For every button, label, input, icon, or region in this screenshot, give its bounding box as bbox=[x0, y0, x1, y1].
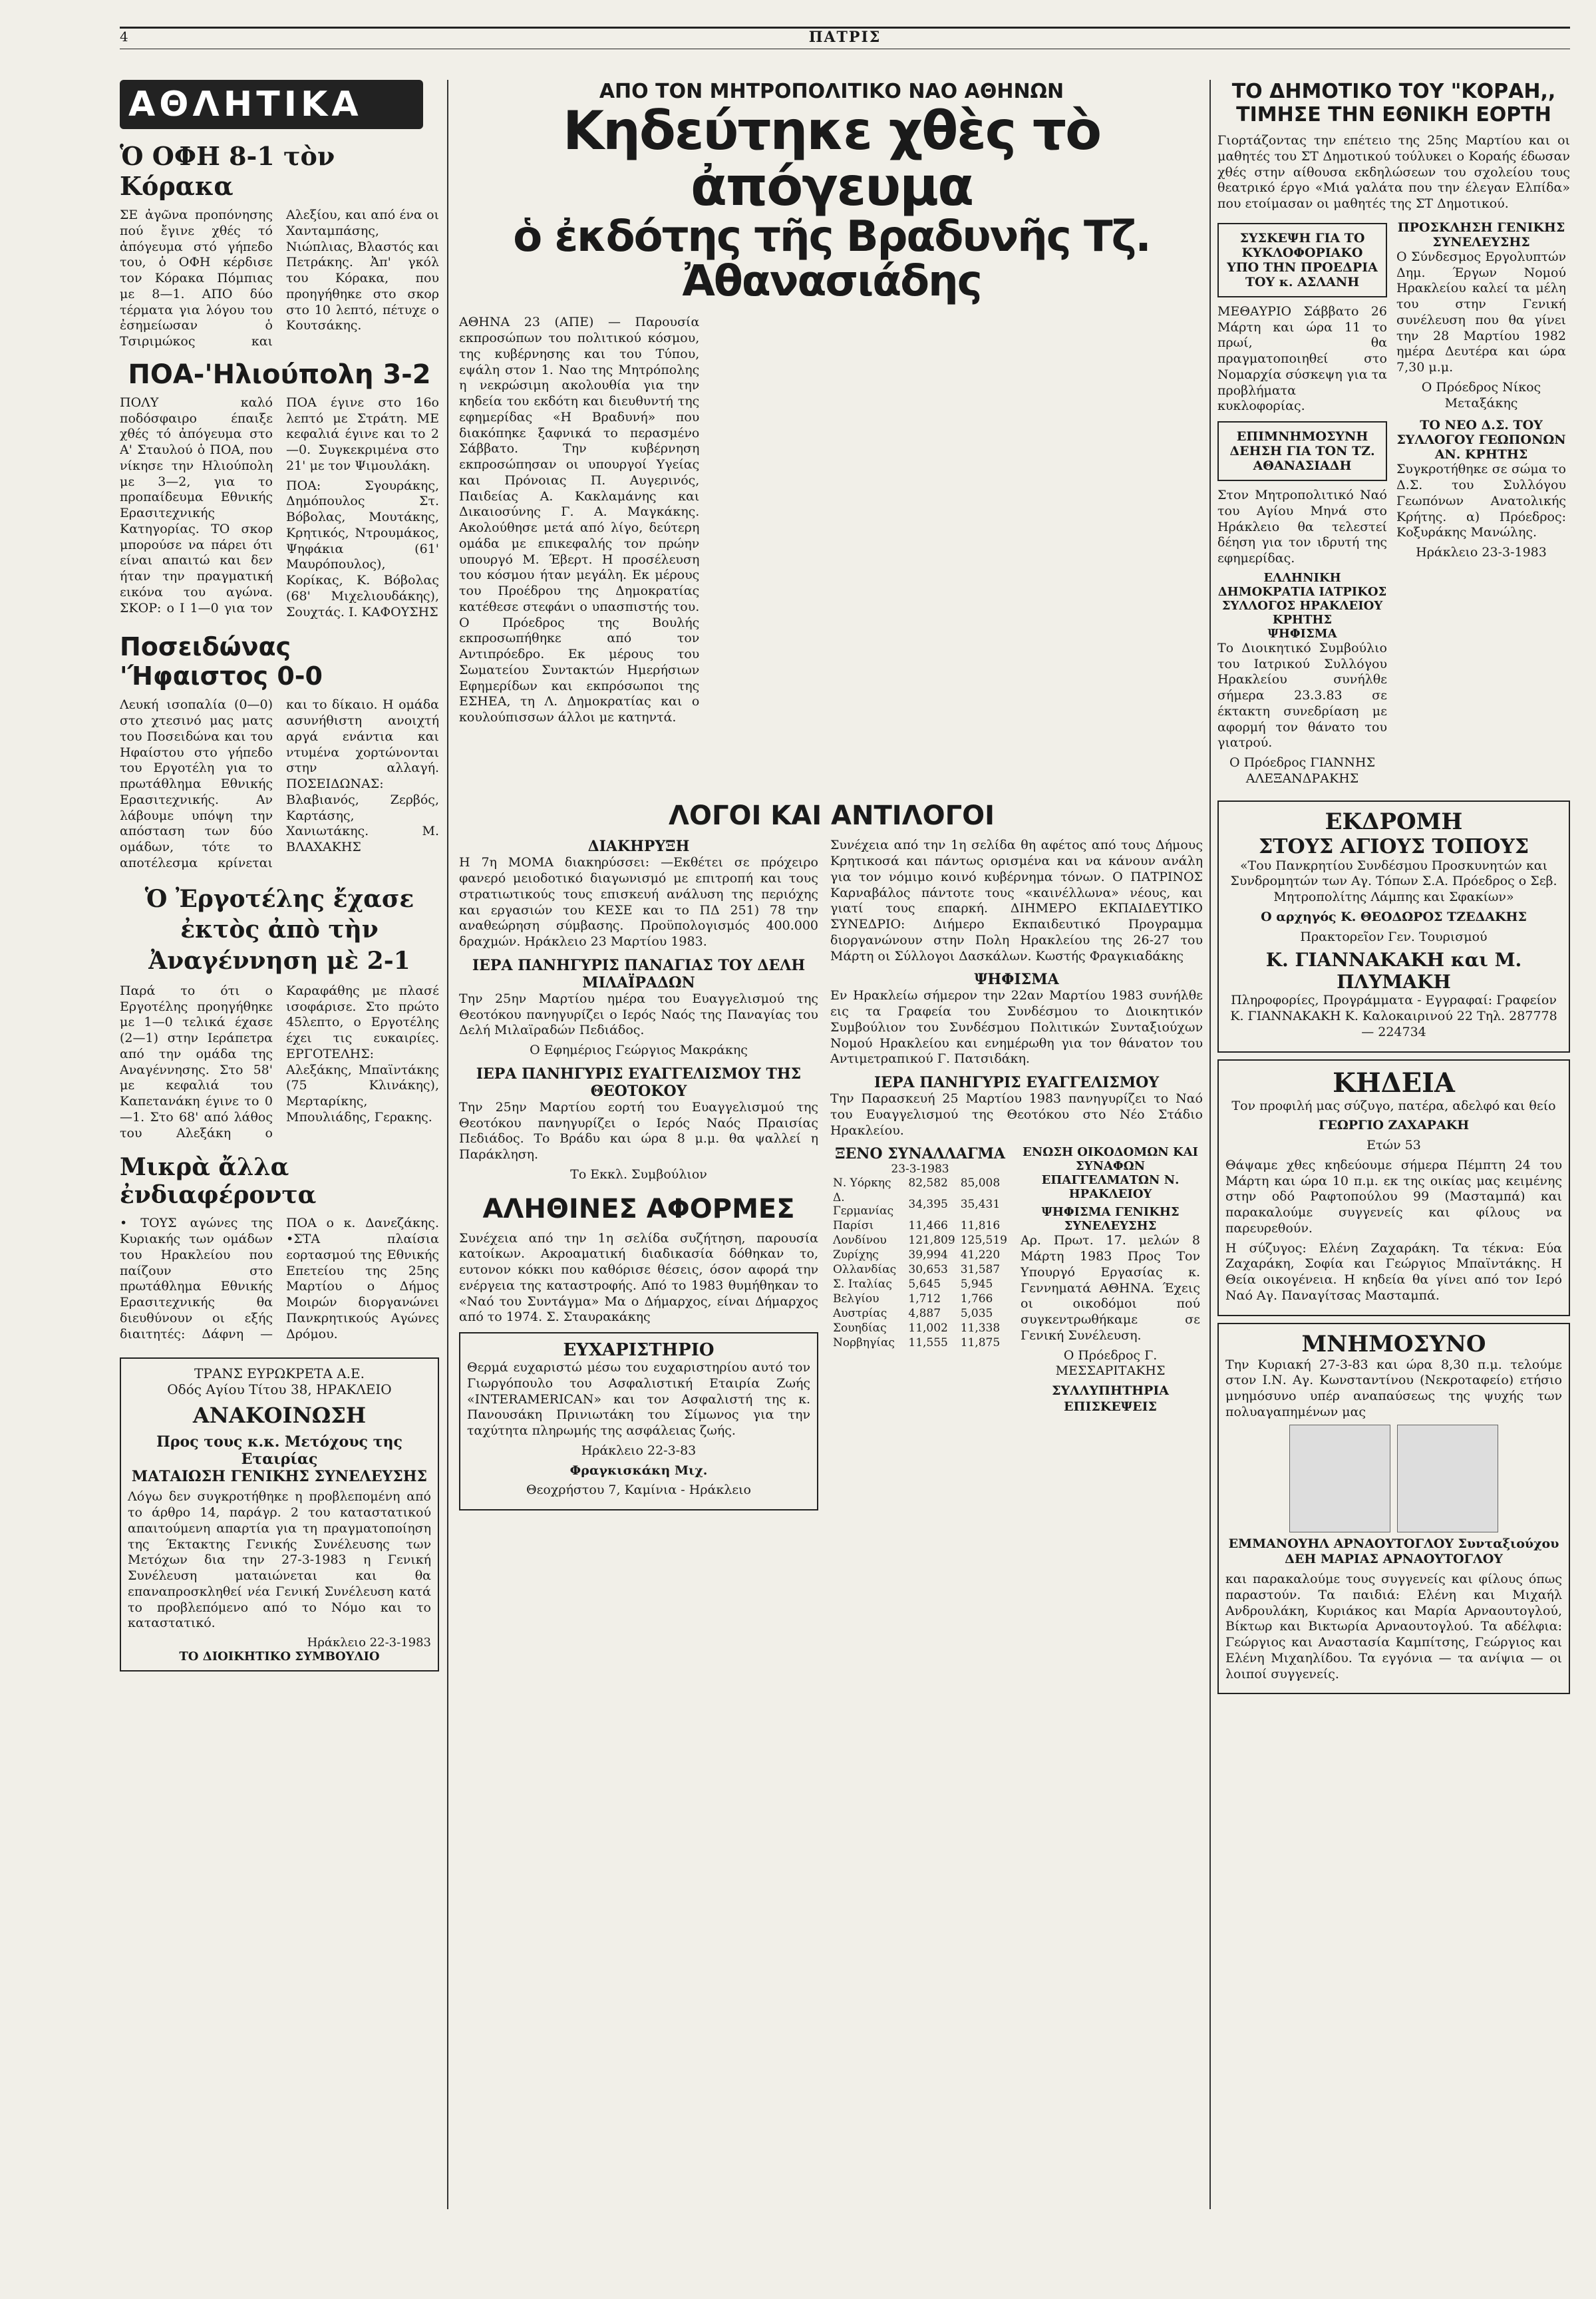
fx-sell: 1,766 bbox=[960, 1292, 993, 1306]
article-lineup: ΠΟΑ: Σγουράκης, Δημόπουλος Στ. Βόβολας, Μουτάκης, Κρητικός, Ντρουμάκος, Ψηφάκια (61' Μαυρόπουλος), Κορίκας, Κ. Βόβολας (68' Μιχελιουδάκης), Σουχτάς. Ι. ΚΑΦΟΥΣΗΣ bbox=[286, 478, 439, 619]
fx-title: ΞΕΝΟ ΣΥΝΑΛΛΑΓΜΑ bbox=[835, 1145, 1005, 1163]
fx-buy: 82,582 bbox=[908, 1176, 948, 1190]
article-headline: ΠΟΑ-'Ηλιούπολη 3-2 bbox=[128, 359, 431, 390]
funeral-lead: Τον προφιλή μας σύζυγο, πατέρα, αδελφό και θείο bbox=[1231, 1098, 1556, 1113]
page-number: 4 bbox=[120, 29, 128, 45]
fx-row bbox=[830, 1321, 1010, 1335]
psifisma-body: Εν Ηρακλείω σήμερον την 22αν Μαρτίου 1983 συνήλθε εις τα Γραφεία του Συνδέσμου το Διοικητικόν Συμβούλιον του Συνδέσμου Πολιτικών Συνταξιούχων Νομού Ηρακλείου και ενημέρωθη για τον θάνατον του Αντιμετραπικού Γ. Πατσιδάκη. bbox=[830, 988, 1203, 1067]
paper-name: ΠΑΤΡΙΣ bbox=[808, 29, 881, 46]
fx-sell: 5,035 bbox=[960, 1307, 993, 1321]
ieres-sign: Το Εκκλ. Συμβούλιον bbox=[570, 1166, 707, 1182]
fx-sell: 11,875 bbox=[960, 1336, 1001, 1350]
fx-sell: 11,816 bbox=[960, 1219, 1001, 1233]
fx-row bbox=[830, 1306, 1010, 1321]
fx-name: Ζυρίχης bbox=[833, 1248, 879, 1262]
main-headline: Κηδεύτηκε χθὲς τὸ ἀπόγευμα bbox=[562, 100, 1101, 218]
company-notice bbox=[120, 1357, 439, 1672]
thanks-body: Θερμά ευχαριστώ μέσω του ευχαριστηρίου αυτό τον Γιωργόπουλο του Ασφαλιστική Εταιρία Ζωής «INTERAMERICAN» και τον Ασφαλιστή της κ. Πανουσάκη Πρινιωτάκη του Σίμωνος για την ταχύτητα πληρωμής της ασφάλειας ζωής. bbox=[467, 1360, 810, 1439]
thanks-date: Ηράκλειο 22-3-83 bbox=[581, 1443, 697, 1458]
fx-name: Ν. Υόρκης bbox=[833, 1176, 891, 1190]
memorial-notice-lead: Την Κυριακή 27-3-83 και ώρα 8,30 π.μ. τελούμε στον Ι.Ν. Αγ. Κωνσταντίνου (Νεκροταφείο) ετήσιο μνημόσυνο υπέρ αναπαύσεως της ψυχής των πολυαγαπημένων μας bbox=[1225, 1357, 1562, 1419]
medical-title: ΕΛΛΗΝΙΚΗ ΔΗΜΟΚΡΑΤΙΑ ΙΑΤΡΙΚΟΣ ΣΥΛΛΟΓΟΣ ΗΡΑΚΛΕΙΟΥ ΚΡΗΤΗΣ bbox=[1217, 570, 1387, 627]
fx-name: Δ. Γερμανίας bbox=[833, 1191, 894, 1218]
medical-body: Το Διοικητικό Συμβούλιο του Ιατρικού Συλλόγου Ηρακλείου συνήλθε σήμερα 23.3.83 σε έκτακτη συνεδρίαση με αφορμή τον θάνατο του γιατρού. bbox=[1217, 640, 1387, 751]
fx-buy: 4,887 bbox=[908, 1307, 941, 1321]
excursion-names: Κ. ΓΙΑΝΝΑΚΑΚΗ και Μ. ΠΛΥΜΑΚΗ bbox=[1265, 949, 1522, 993]
fx-name: Νορβηγίας bbox=[833, 1336, 895, 1350]
memorial-body: Στον Μητροπολιτικό Ναό του Αγίου Μηνά στο Ηράκλειο θα τελεστεί δέηση για τον ιδρυτή της εφημερίδας. bbox=[1217, 488, 1387, 566]
medical-sub: ΨΗΦΙΣΜΑ bbox=[1267, 626, 1337, 641]
agronomists-title: ΤΟ ΝΕΟ Δ.Σ. ΤΟΥ ΣΥΛΛΟΓΟΥ ΓΕΩΠΟΝΩΝ ΑΝ. ΚΡΗΤΗΣ bbox=[1396, 418, 1566, 462]
ieres-title: ΙΕΡΑ ΠΑΝΗΓΥΡΙΣ ΕΥΑΓΓΕΛΙΣΜΟΥ bbox=[874, 1074, 1160, 1092]
main-article bbox=[459, 315, 1204, 794]
fx-buy: 11,002 bbox=[908, 1322, 948, 1335]
fx-sell: 31,587 bbox=[960, 1263, 1001, 1277]
fx-name: Σ. Ιταλίας bbox=[833, 1278, 892, 1292]
thanks-addr: Θεοχρήστου 7, Καμίνια - Ηράκλειο bbox=[526, 1483, 751, 1498]
fx-row bbox=[830, 1233, 1010, 1248]
article-headline: Ποσειδώνας 'Ήφαιστος 0-0 bbox=[120, 632, 323, 691]
agronomists-body: Συγκροτήθηκε σε σώμα το Δ.Σ. του Συλλόγου Γεωπόνων Ανατολικής Κρήτης. α) Πρόεδρος: Κοξυράκης Μανώλης. bbox=[1396, 462, 1566, 540]
main-subheadline: ὁ ἐκδότης τῆς Βραδυνῆς Τζ. Ἀθανασιάδης bbox=[513, 212, 1150, 307]
alithines-body: Συνέχεια από την 1η σελίδα συζήτηση, παρουσία κατοίκων. Ακροαματική διαδικασία δόθηκαν το, ευτονον κόκκι που καθόρισε θέσεις, όσον αφορά την ενέργεια της καταστροφής. Από το 1983 θυμήθηκαν το «Ναό του Συντάγμα» Μα ο Δήμαρχος, είναι Δήμαρχος από το 1974. Σ. Σταυρακάκης bbox=[459, 1230, 818, 1325]
fx-sell: 5,945 bbox=[960, 1278, 993, 1292]
notice-to: Προς τους κ.κ. Μετόχους της Εταιρίας bbox=[156, 1433, 402, 1469]
excursion-ad bbox=[1217, 800, 1570, 1053]
right-column bbox=[1217, 80, 1570, 2276]
invitation-body: Ο Σύνδεσμος Εργολυπτών Δημ. Έργων Νομού Ηρακλείου καλεί τα μέλη του στην Γενική συνέλευση που θα γίνει την 28 Μαρτίου 1982 ημέρα Δευτέρα και ώρα 7,30 μ.μ. bbox=[1396, 249, 1566, 375]
memorial-notice bbox=[1217, 1323, 1570, 1695]
section-headline: ΛΟΓΟΙ ΚΑΙ ΑΝΤΙΛΟΓΟΙ bbox=[669, 800, 995, 832]
fx-row bbox=[830, 1218, 1010, 1233]
memorial-box bbox=[1217, 421, 1387, 481]
fx-and-union bbox=[830, 1145, 1203, 1419]
article-body: • ΤΟΥΣ αγώνες της Κυριακής των ομάδων του Ηρακλείου που παίζουν στο πρωτάθλημα Εθνικής Ερασιτεχνικής θα διευθύνουν οι εξής διαιτητές: Δάφνη —ΠΟΑ ο κ. Δανεζάκης. •ΣΤΑ πλαίσια εορτασμού της Εθνικής Επετείου της 25ης Μαρτίου ο Δήμος Μοιρών διοργανώνει Πανκρητικούς Αγώνες Δρόμου. bbox=[120, 1216, 439, 1341]
agronomists-date: Ηράκλειο 23-3-1983 bbox=[1416, 545, 1547, 560]
meeting-title: ΣΥΣΚΕΨΗ ΓΙΑ ΤΟ ΚΥΚΛΟΦΟΡΙΑΚΟ ΥΠΟ ΤΗΝ ΠΡΟΕΔΡΙΑ ΤΟΥ κ. ΑΣΛΑΝΗ bbox=[1227, 230, 1378, 289]
ieres-body: Την 25ην Μαρτίου εορτή του Ευαγγελισμού της Θεοτόκου πανηγυρίζει ο Ιερός Ναός Πραισίας Πεδιάδος. Το Βράδυ και ώρα 8 μ.μ. θα ψαλλεί η Παράκληση. bbox=[459, 1099, 818, 1162]
diakiryxh-body: Η 7η ΜΟΜΑ διακηρύσσει: —Εκθέτει σε πρόχειρο φανερό μειοδοτικό διαγωνισμό με επιτροπή και τους στρατιωτικούς τους επισκευή ανάλυση της περιόχης και εργασιών του ΚΕΣΕ και το ΠΔ 251) 78 την αναθεώρηση σύμβασης. Προϋπολογισμός 400.000 δραχμών. Ηράκλειο 23 Μαρτίου 1983. bbox=[459, 855, 818, 950]
article-body: Παρά το ότι ο Εργοτέλης προηγήθηκε με 1—0 τελικά έχασε (2—1) στην Ιεράπετρα από την ομάδα της Αναγέννησης. Στο 58' με κεφαλιά του Καπετανάκη έγινε το 0—1. Στο 68' από λάθος του Αλεξάκη ο Καραφάθης με πλασέ ισοφάρισε. Στο πρώτο 45λεπτο, ο Εργοτέλης έχει τις ευκαιρίες. ΕΡΓΟΤΕΛΗΣ: Αλεξάκης, Μπαϊντάκης (75 Κλινάκης), Μερταρίκης, Μπουλιάδης, Γερακης. bbox=[120, 983, 439, 1141]
section-banner: ΑΘΛΗΤΙΚΑ bbox=[120, 80, 423, 129]
fx-name: Παρίσι bbox=[833, 1219, 874, 1233]
excursion-title: ΕΚΔΡΟΜΗ bbox=[1325, 808, 1463, 835]
fx-sell: 35,431 bbox=[960, 1198, 1001, 1212]
fx-row bbox=[830, 1292, 1010, 1306]
right-block bbox=[830, 838, 1203, 1517]
funeral-title: ΚΗΔΕΙΑ bbox=[1333, 1067, 1455, 1099]
fx-row bbox=[830, 1277, 1010, 1292]
memorial-names: ΕΜΜΑΝΟΥΗΛ ΑΡΝΑΟΥΤΟΓΛΟΥ Συνταξιούχου ΔΕΗ ΜΑΡΙΑΣ ΑΡΝΑΟΥΤΟΓΛΟΥ bbox=[1228, 1536, 1559, 1567]
fx-row bbox=[830, 1190, 1010, 1218]
fx-buy: 121,809 bbox=[908, 1234, 955, 1248]
excursion-lead: Ο αρχηγός Κ. ΘΕΟΔΩΡΟΣ ΤΖΕΔΑΚΗΣ bbox=[1261, 909, 1527, 924]
fx-buy: 34,395 bbox=[908, 1198, 948, 1212]
fx-sell: 11,338 bbox=[960, 1322, 1001, 1335]
article-body: ΠΟΛΥ καλό ποδόσφαιρο έπαιξε χθές τό ἀπόγευμα στο Α' Σταυλού ὁ ΠΟΑ, που νίκησε την Ηλιούπολη με 3—2, για το προπαίδευμα Εθνικής Ερασιτεχνικής Κατηγορίας. ΤΟ σκορ μπορούσε να πάρει ότι είναι απαιτώ και δεν ήταν την πραγματική εικόνα του αγώνα. ΣΚΟΡ: ο Ι 1—0 για τον ΠΟΑ έγινε στο 16ο λεπτό με Στράτη. ΜΕ κεφαλιά έγινε και το 2—0. Συγκεκριμένα στο 21' με τον Ψιμουλάκη. bbox=[120, 395, 439, 616]
meeting-box bbox=[1217, 223, 1387, 297]
fx-name: Σουηδίας bbox=[833, 1322, 887, 1335]
excursion-sub: ΣΤΟΥΣ ΑΓΙΟΥΣ ΤΟΠΟΥΣ bbox=[1258, 834, 1529, 858]
ieres-body: Την Παρασκευή 25 Μαρτίου 1983 πανηγυρίζει το Ναό του Ευαγγελισμού της Θεοτόκου στο Νέο Στάδιο Ηρακλείου. bbox=[830, 1091, 1203, 1138]
article-body: ΑΘΗΝΑ 23 (ΑΠΕ) — Παρουσία εκπροσώπων του πολιτικού κόσμου, της κυβέρνησης και του Τύπου, εψάλη στον 1. Ναο της Μητρόπολης η νεκρώσιμη ακολουθία για την κηδεία του εκδότη και διευθυντή της εφημερίδας «Η Βραδυνή» που διακόπηκε ξαφνικά το περασμένο Σάββατο. Την κυβέρνηση εκπροσώπησαν οι υπουργοί Υγείας και Πρόνοιας Π. Αυγερινός, Παιδείας Α. Κακλαμάνης και Δικαιοσύνης Γ. Α. Μαγκάκης. Ακολούθησε μετά από λίγο, δεύτερη ομάδα με επικεφαλής τον πρώην υπουργό Μ. Έβερτ. Η προσέλευση του κόσμου ήταν μεγάλη. Εκ μέρους του Προέδρου της Δημοκρατίας κατέθεσε στεφάνι ο υπασπιστής του. Ο Πρόεδρος της Βουλής εκπροσωπήθηκε από τον Αντιπρόεδρο. Εκ μέρους του Σωματείου Συντακτών Ημερήσιων Εφημερίδων και εκπρόσωποι της ΕΣΗΕΑ, τη Λ. Δημοκρατίας και ο κουλούπισσων άλλοι με κατηντά. bbox=[459, 315, 700, 725]
section-headline: ΑΛΗΘΙΝΕΣ ΑΦΟΡΜΕΣ bbox=[482, 1193, 795, 1224]
memorial-title: ΕΠΙΜΝΗΜΟΣΥΝΗ ΔΕΗΣΗ ΓΙΑ ΤΟΝ ΤΖ. ΑΘΑΝΑΣΙΑΔΗ bbox=[1229, 429, 1375, 473]
notice-date: Ηράκλειο 22-3-1983 bbox=[307, 1636, 431, 1650]
diakiryxh-title: ΔΙΑΚΗΡΥΞΗ bbox=[587, 838, 690, 856]
korais-headline-1: ΤΟ ΔΗΜΟΤΙΚΟ ΤΟΥ "ΚΟΡΑΗ,, bbox=[1231, 80, 1556, 103]
medical-sign: Ο Πρόεδρος ΓΙΑΝΝΗΣ ΑΛΕΞΑΝΔΡΑΚΗΣ bbox=[1229, 755, 1376, 786]
main-column bbox=[459, 80, 1204, 2276]
fx-name: Αυστρίας bbox=[833, 1307, 887, 1321]
excursion-agency: Πρακτορεῖον Γεν. Τουρισμού bbox=[1300, 929, 1488, 944]
fx-date: 23-3-1983 bbox=[891, 1162, 949, 1176]
ieres-sign: Ο Εφημέριος Γεώργιος Μακράκης bbox=[530, 1043, 748, 1058]
notice-body: Λόγω δεν συγκροτήθηκε η προβλεπομένη από το άρθρο 14, παράγρ. 2 του καταστατικού απαιτούμενη απαρτία για τη πραγματοποίηση της Έκτακτης Γενικής Συνέλευσης των Μετόχων δια την 27-3-1983 η Γενική Συνέλευση ματαιώνεται και θα επαναπροσκληθεί νέα Γενική Συνέλευση κατά το προβλεπόμενο από το Νόμο και το καταστατικό. bbox=[128, 1489, 431, 1631]
fx-sell: 125,519 bbox=[960, 1234, 1007, 1248]
union-title: ΕΝΩΣΗ ΟΙΚΟΔΟΜΩΝ ΚΑΙ ΣΥΝΑΦΩΝ ΕΠΑΓΓΕΛΜΑΤΩΝ Ν. ΗΡΑΚΛΕΙΟΥ bbox=[1023, 1145, 1198, 1202]
notice-sub: ΜΑΤΑΙΩΣΗ ΓΕΝΙΚΗΣ ΣΥΝΕΛΕΥΣΗΣ bbox=[131, 1468, 428, 1486]
fx-sell: 41,220 bbox=[960, 1248, 1001, 1262]
article-kicker: ΑΠΟ ΤΟΝ ΜΗΤΡΟΠΟΛΙΤΙΚΟ ΝΑΟ ΑΘΗΝΩΝ bbox=[599, 80, 1064, 103]
lower-blocks bbox=[459, 838, 1204, 1517]
fx-row bbox=[830, 1262, 1010, 1277]
fx-row bbox=[830, 1176, 1010, 1190]
fx-buy: 5,645 bbox=[908, 1278, 941, 1292]
funeral-body: Θάψαμε χθες κηδεύουμε σήμερα Πέμπτη 24 του Μάρτη και ώρα 10 π.μ. εκ της οικίας μας κειμένης στην οδό Ραφτοπούλου 99 (Μασταμπά) και παρακαλούμε συγγενείς και φίλους να παρευρεθούν. bbox=[1225, 1157, 1562, 1236]
column-rule bbox=[1209, 80, 1211, 2209]
invitation-title: ΠΡΟΣΚΛΗΣΗ ΓΕΝΙΚΗΣ ΣΥΝΕΛΕΥΣΗΣ bbox=[1397, 220, 1565, 250]
fx-buy: 1,712 bbox=[908, 1292, 941, 1306]
meeting-body: ΜΕΘΑΥΡΙΟ Σάββατο 26 Μάρτη και ώρα 11 το πρωί, θα πραγματοποιηθεί στο Νομαρχία σύσκεψη για τα προβλήματα κυκλοφορίας. bbox=[1217, 303, 1387, 414]
fx-buy: 11,466 bbox=[908, 1219, 948, 1233]
fx-name: Λονδίνου bbox=[833, 1234, 887, 1248]
condolences: ΣΥΛΛΥΠΗΤΗΡΙΑ ΕΠΙΣΚΕΨΕΙΣ bbox=[1052, 1383, 1169, 1414]
union-sign: Ο Πρόεδρος Γ. ΜΕΣΣΑΡΙΤΑΚΗΣ bbox=[1055, 1347, 1166, 1379]
thanks-notice bbox=[459, 1332, 818, 1510]
article-headline: Μικρὰ ἄλλα ἐνδιαφέροντα bbox=[120, 1153, 317, 1210]
left-subcol bbox=[1217, 216, 1387, 791]
fx-sell: 85,008 bbox=[960, 1176, 1001, 1190]
notice-title: ΑΝΑΚΟΙΝΩΣΗ bbox=[192, 1403, 367, 1429]
memorial-notice-body: και παρακαλούμε τους συγγενείς και φίλους όπως παραστούν. Τα παιδιά: Ελένη και Μιχαήλ Ανδρουλάκη, Κυριάκος και Μαρία Αρναουτογλού, Βίκτωρ και Βικτωρία Αρναουτογλού. Τα αδέλφια: Γεώργιος και Αναστασία Καμπίτσης, Γεώργιος και Ελένη Μιχαηλίδου. Τα εγγόνια — τα ανίψια — οι λοιποί συγγενείς. bbox=[1225, 1572, 1562, 1681]
sports-column bbox=[120, 80, 439, 2176]
fx-block bbox=[830, 1145, 1010, 1419]
masthead bbox=[120, 27, 1570, 49]
ieres-title: ΙΕΡΑ ΠΑΝΗΓΥΡΙΣ ΠΑΝΑΓΙΑΣ ΤΟΥ ΔΕΛΗ ΜΙΛΑΪΡΑΔΩΝ bbox=[472, 956, 806, 991]
ieres-body: Την 25ην Μαρτίου ημέρα του Ευαγγελισμού της Θεοτόκου πανηγυρίζει ο Ιερός Ναός της Παναγίας του Δελή Μιλαϊραδών Πεδιάδος. bbox=[459, 991, 818, 1038]
funeral-name: ΓΕΩΡΓΙΟ ΖΑΧΑΡΑΚΗ bbox=[1318, 1118, 1470, 1133]
invitation-sign: Ο Πρόεδρος Νίκος Μεταξάκης bbox=[1421, 379, 1541, 411]
portrait-photo bbox=[1397, 1425, 1498, 1532]
fx-buy: 39,994 bbox=[908, 1248, 948, 1262]
ieres-title: ΙΕΡΑ ΠΑΝΗΓΥΡΙΣ ΕΥΑΓΓΕΛΙΣΜΟΥ ΤΗΣ ΘΕΟΤΟΚΟΥ bbox=[476, 1065, 802, 1100]
thanks-sign: Φραγκισκάκη Μιχ. bbox=[569, 1463, 708, 1478]
fx-row bbox=[830, 1335, 1010, 1350]
fx-buy: 30,653 bbox=[908, 1263, 948, 1277]
left-block bbox=[459, 838, 818, 1517]
notice-address: Οδός Αγίου Τίτου 38, ΗΡΑΚΛΕΙΟ bbox=[167, 1381, 392, 1398]
thanks-title: ΕΥΧΑΡΙΣΤΗΡΙΟ bbox=[563, 1340, 715, 1361]
korais-headline-2: ΤΙΜΗΣΕ ΤΗΝ ΕΘΝΙΚΗ ΕΟΡΤΗ bbox=[1236, 103, 1551, 126]
fx-buy: 11,555 bbox=[908, 1336, 948, 1350]
fx-name: Βελγίου bbox=[833, 1292, 879, 1306]
memorial-notice-title: ΜΝΗΜΟΣΥΝΟ bbox=[1301, 1330, 1486, 1357]
portrait-photo bbox=[1289, 1425, 1390, 1532]
column-rule bbox=[447, 80, 448, 2209]
article-body: Λευκή ισοπαλία (0—0) στο χτεσινό μας ματς του Ποσειδώνα και του Ηφαίστου στο γήπεδο του Εργοτέλη για το πρωτάθλημα Εθνικής Ερασιτεχνικής. Αν λάβουμε υπόψη την απόσταση των δύο ομάδων, τότε το αποτέλεσμα κρίνεται και το δίκαιο. Η ομάδα ασυνήθιστη ανοιχτή αργά ενάντια και ντυμένα χορτώνονται στην αλλαγή. ΠΟΣΕΙΔΩΝΑΣ: Βλαβιανός, Ζερβός, Καρτάσης, Χανιωτάκης. Μ. ΒΛΑΧΑΚΗΣ bbox=[120, 697, 439, 870]
funeral-family: Η σύζυγος: Ελένη Ζαχαράκη. Τα τέκνα: Εύα Ζαχαράκη, Σοφία και Γεώργιος Μπαϊντάκης. Η Θεία οικογένεια. Η κηδεία θα γίνει από τον Ιερό Ναό Αγ. Παναγίτσας Μασταμπά. bbox=[1225, 1240, 1562, 1303]
psifisma-title: ΨΗΦΙΣΜΑ bbox=[974, 971, 1059, 989]
fx-table bbox=[830, 1176, 1010, 1350]
notice-company: ΤΡΑΝΣ ΕΥΡΩΚΡΕΤΑ Α.Ε. bbox=[194, 1365, 365, 1382]
korais-body: Γιορτάζοντας την επέτειο της 25ης Μαρτίου και οι μαθητές του ΣΤ Δημοτικού τούλυκει ο Κοραής έδωσαν χθές στην αίθουσα εκδηλώσεων του σχολείου τους θεατρικό έργο «Μιά γαλάτα που την έλεγαν Ελπίδα» που ετοίμασαν οι μαθητές της ΣΤ Δημοτικού. bbox=[1217, 133, 1570, 211]
right-subcol bbox=[1396, 216, 1566, 791]
excursion-info: Πληροφορίες, Προγράμματα - Εγγραφαί: Γραφείον Κ. ΓΙΑΝΝΑΚΑΚΗ Κ. Καλοκαιρινού 22 Τηλ. 287778 — 224734 bbox=[1230, 993, 1557, 1039]
fx-row bbox=[830, 1248, 1010, 1262]
funeral-notice bbox=[1217, 1059, 1570, 1316]
memorial-photos bbox=[1225, 1425, 1562, 1532]
fx-name: Ολλανδίας bbox=[833, 1263, 897, 1277]
logoi-body: Συνέχεια από την 1η σελίδα θη αφέτος από τους Δήμους Κρητικοσά και πάντως ορισμένα και να κάνουν ανάλη για τον νόμιμο κοινό κυβέρνημα τόνων. Ο ΠΑΤΡΙΝΟΣ Καρναβάλος πάντοτε τους «καινέλλωνα» νέους, και γιατί τους επαρκή. ΔΙΗΜΕΡΟ ΕΚΠΑΙΔΕΥΤΙΚΟ ΣΥΝΕΔΡΙΟ: Διήμερο Εκπαιδευτικό Προγραμμα διοργανώνουν στην Πολη Ηρακλείου της 26-27 του Μάρτη οι Σύλλογοι Δασκάλων. Κωστής Φραγκιαδάκης bbox=[830, 838, 1203, 964]
article-headline: Ὁ ΟΦΗ 8-1 τὸν Κόρακα bbox=[120, 141, 335, 201]
article-headline: Ὁ Ἐργοτέλης ἔχασε ἐκτὸς ἀπὸ τὴν Ἀναγέννηση μὲ 2-1 bbox=[144, 884, 414, 975]
article-body: ΣΕ ἀγῶνα προπόνησης πού ἔγινε χθές τό ἀπόγευμα στό γήπεδο του, ὁ ΟΦΗ κέρδισε τον Κόρακα Πόμπιας με 8—1. ΑΠΟ δύο τέρματα για λόγου του ἐσημείωσαν ὁ Τσιριμώκος και Αλεξίου, και από ένα οι Χανταμπάσης, Νιώπλιας, Βλαστός και Πετράκης. Ἀπ' γκόλ του Κόρακα, που προηγήθηκε στο σκορ στο 10 λεπτό, πέτυχε ο Κουτσάκης. bbox=[120, 208, 439, 349]
funeral-age: Ετών 53 bbox=[1366, 1138, 1421, 1152]
union-psifisma-title: ΨΗΦΙΣΜΑ ΓΕΝΙΚΗΣ ΣΥΝΕΛΕΥΣΗΣ bbox=[1041, 1205, 1180, 1234]
notice-sign: ΤΟ ΔΙΟΙΚΗΤΙΚΟ ΣΥΜΒΟΥΛΙΟ bbox=[179, 1650, 380, 1664]
union-body: Αρ. Πρωτ. 17. μελών 8 Μάρτη 1983 Προς Τον Υπουργό Εργασίας κ. Γεννηματά ΑΘΗΝΑ. Έχεις οι οικοδόμοι πού συγκεντρωθήκαμε σε Γενική Συνέλευση. bbox=[1021, 1233, 1200, 1343]
two-col-section bbox=[1217, 216, 1570, 791]
union-block bbox=[1021, 1145, 1200, 1419]
excursion-body: «Του Πανκρητίου Συνδέσμου Προσκυνητών και Συνδρομητών των Αγ. Τόπων Σ.Α. Πρόεδρος ο Σεβ. Μητροπολίτης Λάμπης και Σφακίων» bbox=[1230, 858, 1557, 904]
